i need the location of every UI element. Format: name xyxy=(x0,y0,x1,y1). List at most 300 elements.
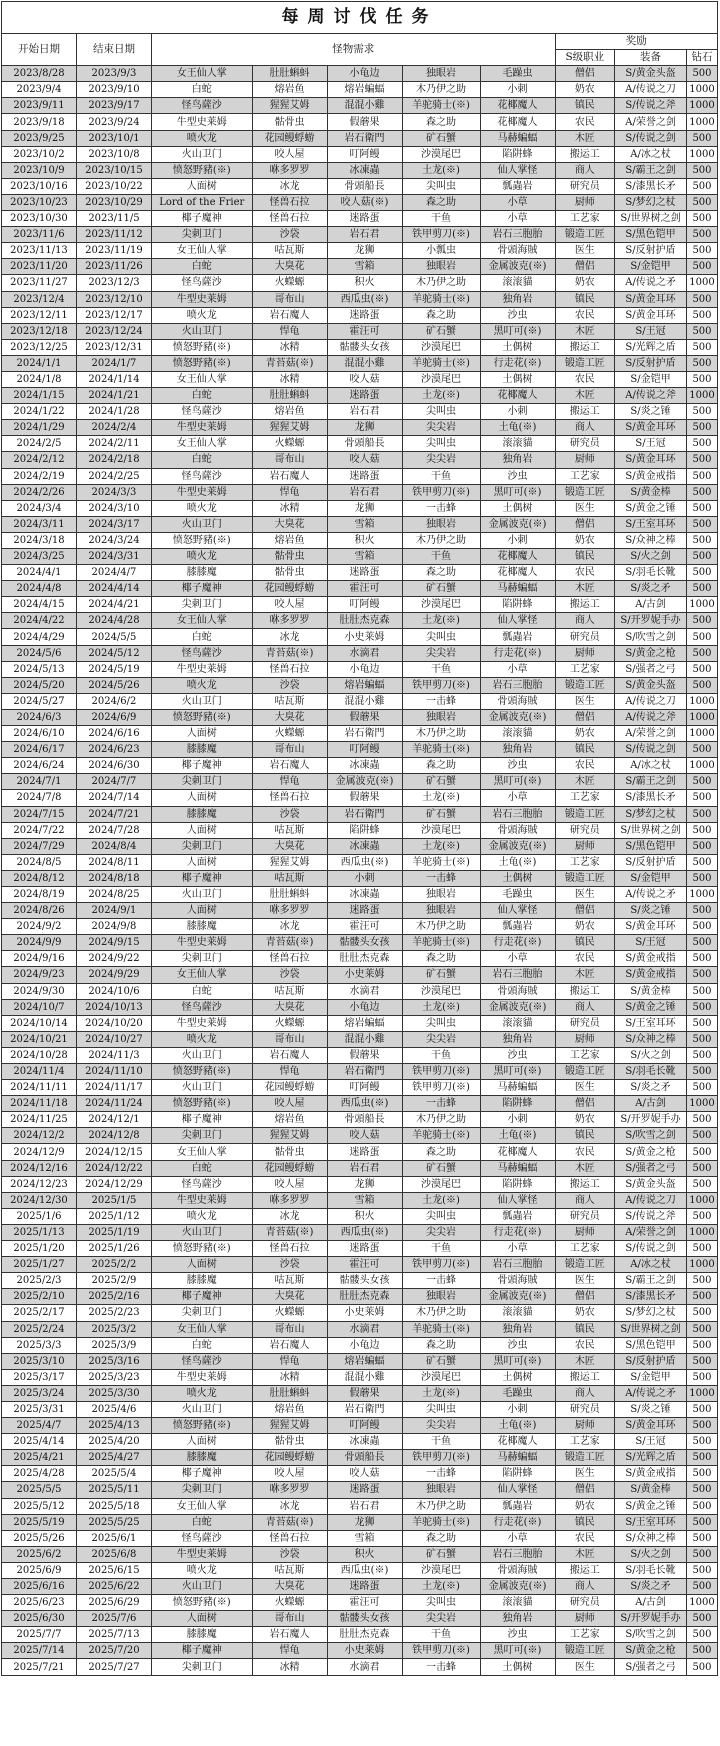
cell-monster-5: 瓢蟲岩 xyxy=(480,1208,555,1224)
cell-start-date: 2025/5/12 xyxy=(2,1498,77,1514)
cell-start-date: 2025/3/10 xyxy=(2,1353,77,1369)
cell-monster-5: 土龟(※) xyxy=(480,1418,555,1434)
cell-equipment: S/传说之剑 xyxy=(615,1241,687,1257)
cell-monster-5: 仙人掌怪 xyxy=(480,1482,555,1498)
cell-monster-5: 独角岩 xyxy=(480,1031,555,1047)
header-monsters: 怪物需求 xyxy=(151,34,555,66)
cell-start-date: 2024/8/19 xyxy=(2,886,77,902)
cell-job: 木匠 xyxy=(555,388,615,404)
cell-start-date: 2024/9/30 xyxy=(2,983,77,999)
cell-job: 商人 xyxy=(555,999,615,1015)
cell-diamond: 500 xyxy=(686,484,717,500)
cell-monster-3: 骷髅头女孩 xyxy=(327,935,402,951)
cell-monster-4: 独眼岩 xyxy=(402,66,480,82)
table-row xyxy=(2,114,718,130)
cell-diamond: 500 xyxy=(686,854,717,870)
cell-monster-2: 咬人屋 xyxy=(252,1096,327,1112)
cell-monster-4: 干鱼 xyxy=(402,211,480,227)
cell-job: 锻造工匠 xyxy=(555,870,615,886)
cell-job: 镇民 xyxy=(555,1128,615,1144)
cell-job: 农民 xyxy=(555,1144,615,1160)
cell-start-date: 2024/10/14 xyxy=(2,1015,77,1031)
cell-monster-5: 花椰魔人 xyxy=(480,565,555,581)
cell-end-date: 2025/6/8 xyxy=(76,1546,151,1562)
cell-start-date: 2024/2/5 xyxy=(2,436,77,452)
cell-job: 木匠 xyxy=(555,130,615,146)
cell-monster-5: 岩石三胞胎 xyxy=(480,1546,555,1562)
cell-job: 僧侣 xyxy=(555,259,615,275)
cell-monster-3: 混混小雞 xyxy=(327,98,402,114)
cell-monster-5: 金属波克(※) xyxy=(480,259,555,275)
cell-monster-4: 尖尖岩 xyxy=(402,1418,480,1434)
cell-equipment: A/荣誉之剑 xyxy=(615,114,687,130)
cell-monster-3: 熔岩蝙蝠 xyxy=(327,82,402,98)
cell-monster-1: 怪鸟薩沙 xyxy=(151,98,252,114)
cell-end-date: 2023/11/19 xyxy=(76,243,151,259)
cell-job: 奶农 xyxy=(555,275,615,291)
cell-monster-5: 岩石三胞胎 xyxy=(480,1257,555,1273)
cell-diamond: 500 xyxy=(686,1369,717,1385)
cell-monster-4: 森之助 xyxy=(402,114,480,130)
cell-diamond: 1000 xyxy=(686,82,717,98)
cell-job: 研究员 xyxy=(555,178,615,194)
cell-monster-1: 尖刺卫门 xyxy=(151,1659,252,1675)
cell-equipment: S/炎之矛 xyxy=(615,581,687,597)
cell-start-date: 2024/7/8 xyxy=(2,790,77,806)
table-row xyxy=(2,1176,718,1192)
cell-job: 农民 xyxy=(555,371,615,387)
cell-monster-2: 哥布山 xyxy=(252,742,327,758)
cell-monster-2: 怪兽石拉 xyxy=(252,661,327,677)
cell-start-date: 2025/7/21 xyxy=(2,1659,77,1675)
cell-monster-4: 羊驼骑士(※) xyxy=(402,291,480,307)
cell-monster-2: 冰龙 xyxy=(252,1208,327,1224)
cell-end-date: 2023/12/3 xyxy=(76,275,151,291)
cell-equipment: S/黄金之枪 xyxy=(615,645,687,661)
cell-monster-4: 森之助 xyxy=(402,951,480,967)
cell-monster-1: 白蛇 xyxy=(151,1337,252,1353)
cell-end-date: 2024/9/22 xyxy=(76,951,151,967)
cell-job: 奶农 xyxy=(555,532,615,548)
cell-equipment: S/黄金之锤 xyxy=(615,999,687,1015)
cell-monster-1: 尖刺卫门 xyxy=(151,838,252,854)
cell-start-date: 2025/3/31 xyxy=(2,1401,77,1417)
cell-monster-5: 毛躁虫 xyxy=(480,1385,555,1401)
cell-job: 农民 xyxy=(555,114,615,130)
cell-job: 工艺家 xyxy=(555,211,615,227)
cell-monster-3: 混混小雞 xyxy=(327,693,402,709)
cell-monster-5: 行走花(※) xyxy=(480,1514,555,1530)
cell-monster-4: 羊驼骑士(※) xyxy=(402,1128,480,1144)
cell-equipment: S/霸王之剑 xyxy=(615,162,687,178)
cell-monster-3: 冰凍蟲 xyxy=(327,162,402,178)
cell-monster-1: 女王仙人掌 xyxy=(151,1321,252,1337)
cell-job: 镇民 xyxy=(555,935,615,951)
cell-equipment: S/霸王之剑 xyxy=(615,1273,687,1289)
cell-equipment: S/传说之剑 xyxy=(615,742,687,758)
cell-monster-4: 羊驼骑士(※) xyxy=(402,742,480,758)
cell-job: 研究员 xyxy=(555,629,615,645)
table-row xyxy=(2,1160,718,1176)
cell-job: 搬运工 xyxy=(555,1176,615,1192)
cell-diamond: 500 xyxy=(686,227,717,243)
cell-monster-2: 骷骨虫 xyxy=(252,565,327,581)
cell-monster-2: 悍龟 xyxy=(252,1064,327,1080)
cell-monster-2: 冰精 xyxy=(252,500,327,516)
cell-end-date: 2025/7/27 xyxy=(76,1659,151,1675)
cell-monster-2: 火蠑螈 xyxy=(252,1595,327,1611)
cell-end-date: 2024/9/29 xyxy=(76,967,151,983)
cell-start-date: 2025/5/5 xyxy=(2,1482,77,1498)
cell-end-date: 2024/12/8 xyxy=(76,1128,151,1144)
cell-equipment: S/黑色铠甲 xyxy=(615,227,687,243)
cell-monster-3: 迷路蛋 xyxy=(327,903,402,919)
table-row xyxy=(2,1611,718,1627)
cell-equipment: S/梦幻之杖 xyxy=(615,806,687,822)
cell-job: 搬运工 xyxy=(555,404,615,420)
table-row xyxy=(2,967,718,983)
cell-monster-2: 大臭花 xyxy=(252,1579,327,1595)
cell-monster-1: 怪鸟薩沙 xyxy=(151,1353,252,1369)
cell-monster-2: 冰龙 xyxy=(252,919,327,935)
table-row xyxy=(2,275,718,291)
cell-equipment: S/金铠甲 xyxy=(615,371,687,387)
cell-start-date: 2025/7/14 xyxy=(2,1643,77,1659)
cell-diamond: 1000 xyxy=(686,114,717,130)
cell-start-date: 2024/4/22 xyxy=(2,613,77,629)
cell-monster-1: 牛型史莱姆 xyxy=(151,420,252,436)
cell-equipment: A/荣誉之剑 xyxy=(615,1224,687,1240)
cell-monster-3: 岩石衛門 xyxy=(327,806,402,822)
cell-monster-4: 一击蜂 xyxy=(402,693,480,709)
cell-monster-5: 骨頭海賊 xyxy=(480,243,555,259)
cell-diamond: 500 xyxy=(686,532,717,548)
cell-equipment: S/梦幻之杖 xyxy=(615,194,687,210)
cell-end-date: 2024/2/11 xyxy=(76,436,151,452)
cell-monster-1: 火山卫门 xyxy=(151,1401,252,1417)
cell-monster-2: 冰精 xyxy=(252,1659,327,1675)
cell-monster-3: 迷路蛋 xyxy=(327,1144,402,1160)
cell-monster-4: 土龙(※) xyxy=(402,790,480,806)
cell-monster-5: 土偶树 xyxy=(480,870,555,886)
table-row xyxy=(2,854,718,870)
cell-monster-3: 岩石君 xyxy=(327,1498,402,1514)
cell-monster-3: 咬人菇 xyxy=(327,1128,402,1144)
table-row xyxy=(2,1643,718,1659)
table-row xyxy=(2,726,718,742)
cell-monster-2: 猩猩艾姆 xyxy=(252,1418,327,1434)
table-row xyxy=(2,1208,718,1224)
table-row xyxy=(2,1579,718,1595)
cell-end-date: 2024/7/21 xyxy=(76,806,151,822)
cell-diamond: 500 xyxy=(686,420,717,436)
table-row xyxy=(2,1466,718,1482)
cell-equipment: S/世界树之剑 xyxy=(615,1321,687,1337)
cell-end-date: 2024/12/1 xyxy=(76,1112,151,1128)
cell-monster-1: 牛型史莱姆 xyxy=(151,291,252,307)
cell-monster-4: 土龙(※) xyxy=(402,1385,480,1401)
cell-monster-1: 人面树 xyxy=(151,178,252,194)
cell-monster-5: 滚滚貓 xyxy=(480,726,555,742)
cell-job: 农民 xyxy=(555,1337,615,1353)
cell-job: 木匠 xyxy=(555,774,615,790)
cell-monster-4: 森之助 xyxy=(402,1337,480,1353)
cell-monster-3: 岩石君 xyxy=(327,404,402,420)
cell-monster-3: 咬人菇 xyxy=(327,1466,402,1482)
cell-end-date: 2025/5/4 xyxy=(76,1466,151,1482)
cell-monster-3: 小龟边 xyxy=(327,999,402,1015)
cell-diamond: 500 xyxy=(686,903,717,919)
cell-job: 商人 xyxy=(555,1579,615,1595)
cell-monster-4: 羊驼骑士(※) xyxy=(402,854,480,870)
cell-monster-2: 岩石魔人 xyxy=(252,1627,327,1643)
cell-equipment: A/传说之斧 xyxy=(615,709,687,725)
cell-monster-2: 骷骨虫 xyxy=(252,114,327,130)
cell-job: 工艺家 xyxy=(555,854,615,870)
cell-equipment: A/冰之杖 xyxy=(615,1257,687,1273)
cell-start-date: 2024/12/2 xyxy=(2,1128,77,1144)
cell-job: 厨师 xyxy=(555,194,615,210)
cell-monster-5: 花椰魔人 xyxy=(480,1144,555,1160)
cell-monster-3: 雪箱 xyxy=(327,516,402,532)
table-row xyxy=(2,1385,718,1401)
cell-equipment: S/黄金棒 xyxy=(615,484,687,500)
cell-monster-4: 沙漠尾巴 xyxy=(402,339,480,355)
table-row xyxy=(2,581,718,597)
cell-diamond: 500 xyxy=(686,967,717,983)
cell-monster-3: 迷路蛋 xyxy=(327,1241,402,1257)
cell-monster-5: 沙虫 xyxy=(480,1627,555,1643)
cell-diamond: 1000 xyxy=(686,726,717,742)
cell-diamond: 500 xyxy=(686,645,717,661)
cell-monster-5: 小草 xyxy=(480,951,555,967)
cell-monster-5: 小草 xyxy=(480,1530,555,1546)
cell-monster-2: 大臭花 xyxy=(252,999,327,1015)
cell-end-date: 2025/3/30 xyxy=(76,1385,151,1401)
table-row xyxy=(2,1257,718,1273)
cell-start-date: 2024/10/21 xyxy=(2,1031,77,1047)
cell-job: 木匠 xyxy=(555,323,615,339)
cell-monster-3: 西瓜虫(※) xyxy=(327,1096,402,1112)
cell-monster-4: 土龙(※) xyxy=(402,388,480,404)
table-row xyxy=(2,307,718,323)
cell-monster-4: 沙漠尾巴 xyxy=(402,597,480,613)
cell-job: 僧侣 xyxy=(555,1289,615,1305)
cell-job: 僧侣 xyxy=(555,903,615,919)
cell-equipment: S/羽毛长靴 xyxy=(615,1064,687,1080)
cell-equipment: S/黄金戒指 xyxy=(615,1466,687,1482)
cell-monster-2: 悍龟 xyxy=(252,323,327,339)
weekly-task-table xyxy=(1,1,718,1676)
cell-monster-4: 干鱼 xyxy=(402,468,480,484)
cell-diamond: 500 xyxy=(686,1627,717,1643)
cell-diamond: 500 xyxy=(686,1643,717,1659)
cell-equipment: S/强者之弓 xyxy=(615,1160,687,1176)
cell-start-date: 2025/3/24 xyxy=(2,1385,77,1401)
cell-monster-4: 土龙(※) xyxy=(402,1192,480,1208)
cell-monster-1: 白蛇 xyxy=(151,1514,252,1530)
cell-end-date: 2024/5/5 xyxy=(76,629,151,645)
table-row xyxy=(2,1595,718,1611)
cell-job: 医生 xyxy=(555,1273,615,1289)
cell-monster-5: 行走花(※) xyxy=(480,355,555,371)
table-row xyxy=(2,774,718,790)
cell-job: 镇民 xyxy=(555,742,615,758)
cell-monster-5: 黑叮可(※) xyxy=(480,484,555,500)
cell-start-date: 2025/1/6 xyxy=(2,1208,77,1224)
cell-equipment: A/传说之矛 xyxy=(615,275,687,291)
cell-monster-1: 膝膝魔 xyxy=(151,806,252,822)
cell-end-date: 2024/4/7 xyxy=(76,565,151,581)
cell-monster-2: 怪兽石拉 xyxy=(252,211,327,227)
cell-diamond: 500 xyxy=(686,130,717,146)
table-row xyxy=(2,597,718,613)
table-row xyxy=(2,178,718,194)
cell-monster-5: 仙人掌怪 xyxy=(480,903,555,919)
cell-monster-1: 愤怒野豬(※) xyxy=(151,339,252,355)
cell-end-date: 2025/2/9 xyxy=(76,1273,151,1289)
cell-job: 医生 xyxy=(555,1080,615,1096)
cell-end-date: 2025/2/23 xyxy=(76,1305,151,1321)
cell-monster-2: 花园鳗蜉蝣 xyxy=(252,581,327,597)
cell-monster-5: 骨頭海賊 xyxy=(480,693,555,709)
cell-monster-2: 火蠑螈 xyxy=(252,1305,327,1321)
cell-monster-3: 岩石君 xyxy=(327,484,402,500)
table-row xyxy=(2,1627,718,1643)
cell-monster-2: 猩猩艾姆 xyxy=(252,1128,327,1144)
cell-monster-1: 人面树 xyxy=(151,1434,252,1450)
cell-monster-1: 女王仙人掌 xyxy=(151,371,252,387)
cell-diamond: 500 xyxy=(686,1289,717,1305)
cell-start-date: 2024/4/8 xyxy=(2,581,77,597)
cell-diamond: 500 xyxy=(686,516,717,532)
cell-diamond: 500 xyxy=(686,1176,717,1192)
cell-start-date: 2023/8/28 xyxy=(2,66,77,82)
cell-diamond: 500 xyxy=(686,1530,717,1546)
cell-monster-1: 尖刺卫门 xyxy=(151,227,252,243)
cell-job: 镇民 xyxy=(555,291,615,307)
cell-monster-5: 仙人掌怪 xyxy=(480,1192,555,1208)
cell-start-date: 2023/9/18 xyxy=(2,114,77,130)
cell-monster-3: 骷髅头女孩 xyxy=(327,1273,402,1289)
cell-monster-3: 冰凍蟲 xyxy=(327,838,402,854)
cell-monster-4: 尖尖岩 xyxy=(402,420,480,436)
cell-end-date: 2024/3/24 xyxy=(76,532,151,548)
cell-monster-3: 岩石衛門 xyxy=(327,726,402,742)
cell-job: 商人 xyxy=(555,613,615,629)
cell-monster-3: 西瓜虫(※) xyxy=(327,1224,402,1240)
cell-start-date: 2025/7/7 xyxy=(2,1627,77,1643)
cell-monster-1: 白蛇 xyxy=(151,629,252,645)
cell-monster-1: 愤怒野豬(※) xyxy=(151,1096,252,1112)
cell-end-date: 2025/2/16 xyxy=(76,1289,151,1305)
cell-monster-3: 叮阿鳗 xyxy=(327,1418,402,1434)
cell-start-date: 2025/6/30 xyxy=(2,1611,77,1627)
table-row xyxy=(2,1418,718,1434)
cell-equipment: A/古剑 xyxy=(615,1096,687,1112)
cell-diamond: 500 xyxy=(686,822,717,838)
cell-monster-3: 假蘑果 xyxy=(327,1047,402,1063)
cell-end-date: 2024/5/19 xyxy=(76,661,151,677)
cell-start-date: 2024/9/2 xyxy=(2,919,77,935)
cell-monster-1: 白蛇 xyxy=(151,82,252,98)
cell-equipment: A/传说之刀 xyxy=(615,693,687,709)
cell-monster-5: 小刺 xyxy=(480,1401,555,1417)
cell-job: 木匠 xyxy=(555,581,615,597)
cell-job: 锻造工匠 xyxy=(555,677,615,693)
cell-equipment: S/强者之弓 xyxy=(615,1659,687,1675)
cell-start-date: 2024/11/25 xyxy=(2,1112,77,1128)
cell-monster-1: 女王仙人掌 xyxy=(151,967,252,983)
cell-equipment: S/王冠 xyxy=(615,1434,687,1450)
cell-monster-1: 人面树 xyxy=(151,790,252,806)
cell-monster-2: 猩猩艾姆 xyxy=(252,854,327,870)
cell-start-date: 2023/10/9 xyxy=(2,162,77,178)
cell-job: 木匠 xyxy=(555,1160,615,1176)
table-row xyxy=(2,130,718,146)
cell-monster-4: 一击蜂 xyxy=(402,870,480,886)
table-row xyxy=(2,886,718,902)
cell-job: 商人 xyxy=(555,1385,615,1401)
cell-start-date: 2024/3/11 xyxy=(2,516,77,532)
cell-monster-2: 咬人屋 xyxy=(252,1176,327,1192)
cell-monster-3: 水滴君 xyxy=(327,983,402,999)
cell-start-date: 2025/4/21 xyxy=(2,1450,77,1466)
table-row xyxy=(2,629,718,645)
cell-monster-4: 羊驼骑士(※) xyxy=(402,935,480,951)
cell-start-date: 2023/10/30 xyxy=(2,211,77,227)
table-row xyxy=(2,323,718,339)
cell-monster-3: 陷阱蜂 xyxy=(327,822,402,838)
table-row xyxy=(2,742,718,758)
cell-monster-2: 骷骨虫 xyxy=(252,1434,327,1450)
cell-monster-1: 椰子魔神 xyxy=(151,211,252,227)
table-row xyxy=(2,66,718,82)
cell-diamond: 500 xyxy=(686,1546,717,1562)
cell-monster-5: 岩石三胞胎 xyxy=(480,677,555,693)
cell-job: 研究员 xyxy=(555,1208,615,1224)
table-row xyxy=(2,709,718,725)
cell-job: 工艺家 xyxy=(555,468,615,484)
cell-monster-3: 龙狮 xyxy=(327,1176,402,1192)
table-row xyxy=(2,613,718,629)
cell-job: 奶农 xyxy=(555,726,615,742)
cell-diamond: 500 xyxy=(686,919,717,935)
cell-monster-1: 喷火龙 xyxy=(151,1208,252,1224)
cell-start-date: 2024/11/11 xyxy=(2,1080,77,1096)
cell-monster-5: 黑叮可(※) xyxy=(480,1353,555,1369)
cell-monster-3: 骨頭船長 xyxy=(327,1112,402,1128)
cell-monster-2: 咕瓦斯 xyxy=(252,693,327,709)
table-row xyxy=(2,339,718,355)
cell-monster-2: 怪兽石拉 xyxy=(252,194,327,210)
cell-job: 厨师 xyxy=(555,645,615,661)
cell-end-date: 2025/1/19 xyxy=(76,1224,151,1240)
cell-end-date: 2024/6/9 xyxy=(76,709,151,725)
cell-monster-3: 迷路蛋 xyxy=(327,388,402,404)
cell-end-date: 2023/12/31 xyxy=(76,339,151,355)
cell-start-date: 2024/8/26 xyxy=(2,903,77,919)
cell-monster-3: 咬人菇(※) xyxy=(327,194,402,210)
cell-end-date: 2024/12/15 xyxy=(76,1144,151,1160)
cell-diamond: 1000 xyxy=(686,1224,717,1240)
cell-monster-2: 悍龟 xyxy=(252,484,327,500)
table-row xyxy=(2,806,718,822)
cell-monster-1: 火山卫门 xyxy=(151,516,252,532)
cell-job: 工艺家 xyxy=(555,661,615,677)
table-row xyxy=(2,549,718,565)
table-row xyxy=(2,227,718,243)
